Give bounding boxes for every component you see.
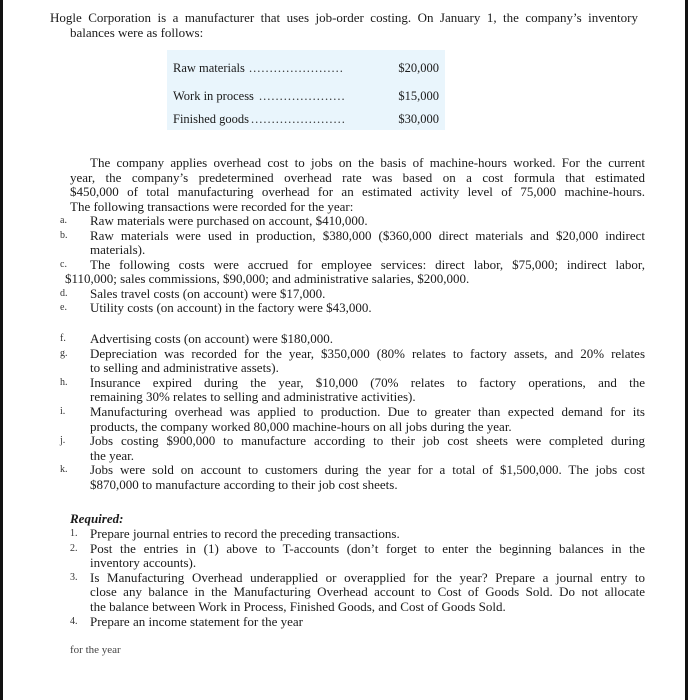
footer-note: for the year [70,644,121,656]
transaction-marker: g. [60,348,68,359]
transaction-marker: c. [60,259,67,270]
transaction-marker: d. [60,288,68,299]
transaction-line: Insurance expired during the year, $10,000 (70% relates to factory operations, and the [90,375,645,390]
transaction-line: Jobs were sold on account to customers during the year for a total of $1,500,000. The jobs cost [90,462,645,477]
paragraph-line: $450,000 of total manufacturing overhead for an estimated activity level of 75,000 machine-hours. [70,184,645,199]
transaction-marker: h. [60,377,68,388]
transaction-line: Utility costs (on account) in the factory were $43,000. [90,300,372,315]
paragraph-line: The following transactions were recorded for the year: [70,199,354,214]
transaction-marker: k. [60,464,68,475]
balance-value: $30,000 [398,112,439,126]
required-marker: 2. [70,543,78,554]
transaction-marker: a. [60,215,67,226]
transaction-marker: i. [60,406,66,417]
balance-label: Raw materials [173,61,245,75]
transaction-line: Depreciation was recorded for the year, $350,000 (80% relates to factory assets, and 20% relates [90,346,645,361]
paragraph-line: year, the company’s predetermined overhead rate was based on a cost formula that estimated [70,170,645,185]
required-marker: 4. [70,616,78,627]
required-marker: 1. [70,528,78,539]
balance-label: Finished goods [173,112,250,126]
transaction-line: Jobs costing $900,000 to manufacture according to their job cost sheets were completed during [90,433,645,448]
transaction-line: The following costs were accrued for employee services: direct labor, $75,000; indirect labor, [90,257,645,272]
transaction-line: $110,000; sales commissions, $90,000; and administrative salaries, $200,000. [65,271,470,286]
required-line: Prepare journal entries to record the preceding transactions. [90,526,400,541]
required-line: Post the entries in (1) above to T-accounts (don’t forget to enter the beginning balances in the [90,541,645,556]
inventory-balances-table [167,50,445,130]
required-line: inventory accounts). [90,555,197,570]
balance-value: $15,000 [398,89,439,103]
paragraph-line: The company applies overhead cost to jobs on the basis of machine-hours worked. For the current [90,155,645,170]
transaction-line: Raw materials were purchased on account, $410,000. [90,213,368,228]
transaction-marker: j. [60,435,66,446]
required-line: Prepare an income statement for the year [90,614,303,629]
intro-line: Hogle Corporation is a manufacturer that uses job-order costing. On January 1, the company’s inventory [50,10,638,25]
balance-value: $20,000 [398,61,439,75]
transaction-line: Sales travel costs (on account) were $17,000. [90,286,326,301]
transaction-line: the year. [90,448,135,463]
transaction-line: to selling and administrative assets). [90,360,279,375]
leader-dots: ....................... [251,112,346,126]
transaction-marker: e. [60,302,67,313]
required-line: Is Manufacturing Overhead underapplied or overapplied for the year? Prepare a journal entry to [90,570,645,585]
transaction-line: Manufacturing overhead was applied to production. Due to greater than expected demand for its [90,404,645,419]
required-marker: 3. [70,572,78,583]
required-line: the balance between Work in Process, Finished Goods, and Cost of Goods Sold. [90,599,506,614]
transaction-marker: b. [60,230,68,241]
transaction-line: Advertising costs (on account) were $180,000. [90,331,333,346]
left-border [0,0,3,700]
leader-dots: ....................... [249,61,344,75]
transaction-line: Raw materials were used in production, $380,000 ($360,000 direct materials and $20,000 indirect [90,228,645,243]
transaction-marker: f. [60,333,66,344]
transaction-line: materials). [90,242,146,257]
transaction-line: remaining 30% relates to selling and administrative activities). [90,389,416,404]
intro-line: balances were as follows: [70,25,204,40]
leader-dots: ..................... [259,89,346,103]
balance-label: Work in process [173,89,254,103]
required-heading: Required: [70,511,124,526]
required-line: close any balance in the Manufacturing Overhead account to Cost of Goods Sold. Do not allocate [90,584,645,599]
transaction-line: $870,000 to manufacture according to their job cost sheets. [90,477,398,492]
transaction-line: products, the company worked 80,000 machine-hours on all jobs during the year. [90,419,512,434]
